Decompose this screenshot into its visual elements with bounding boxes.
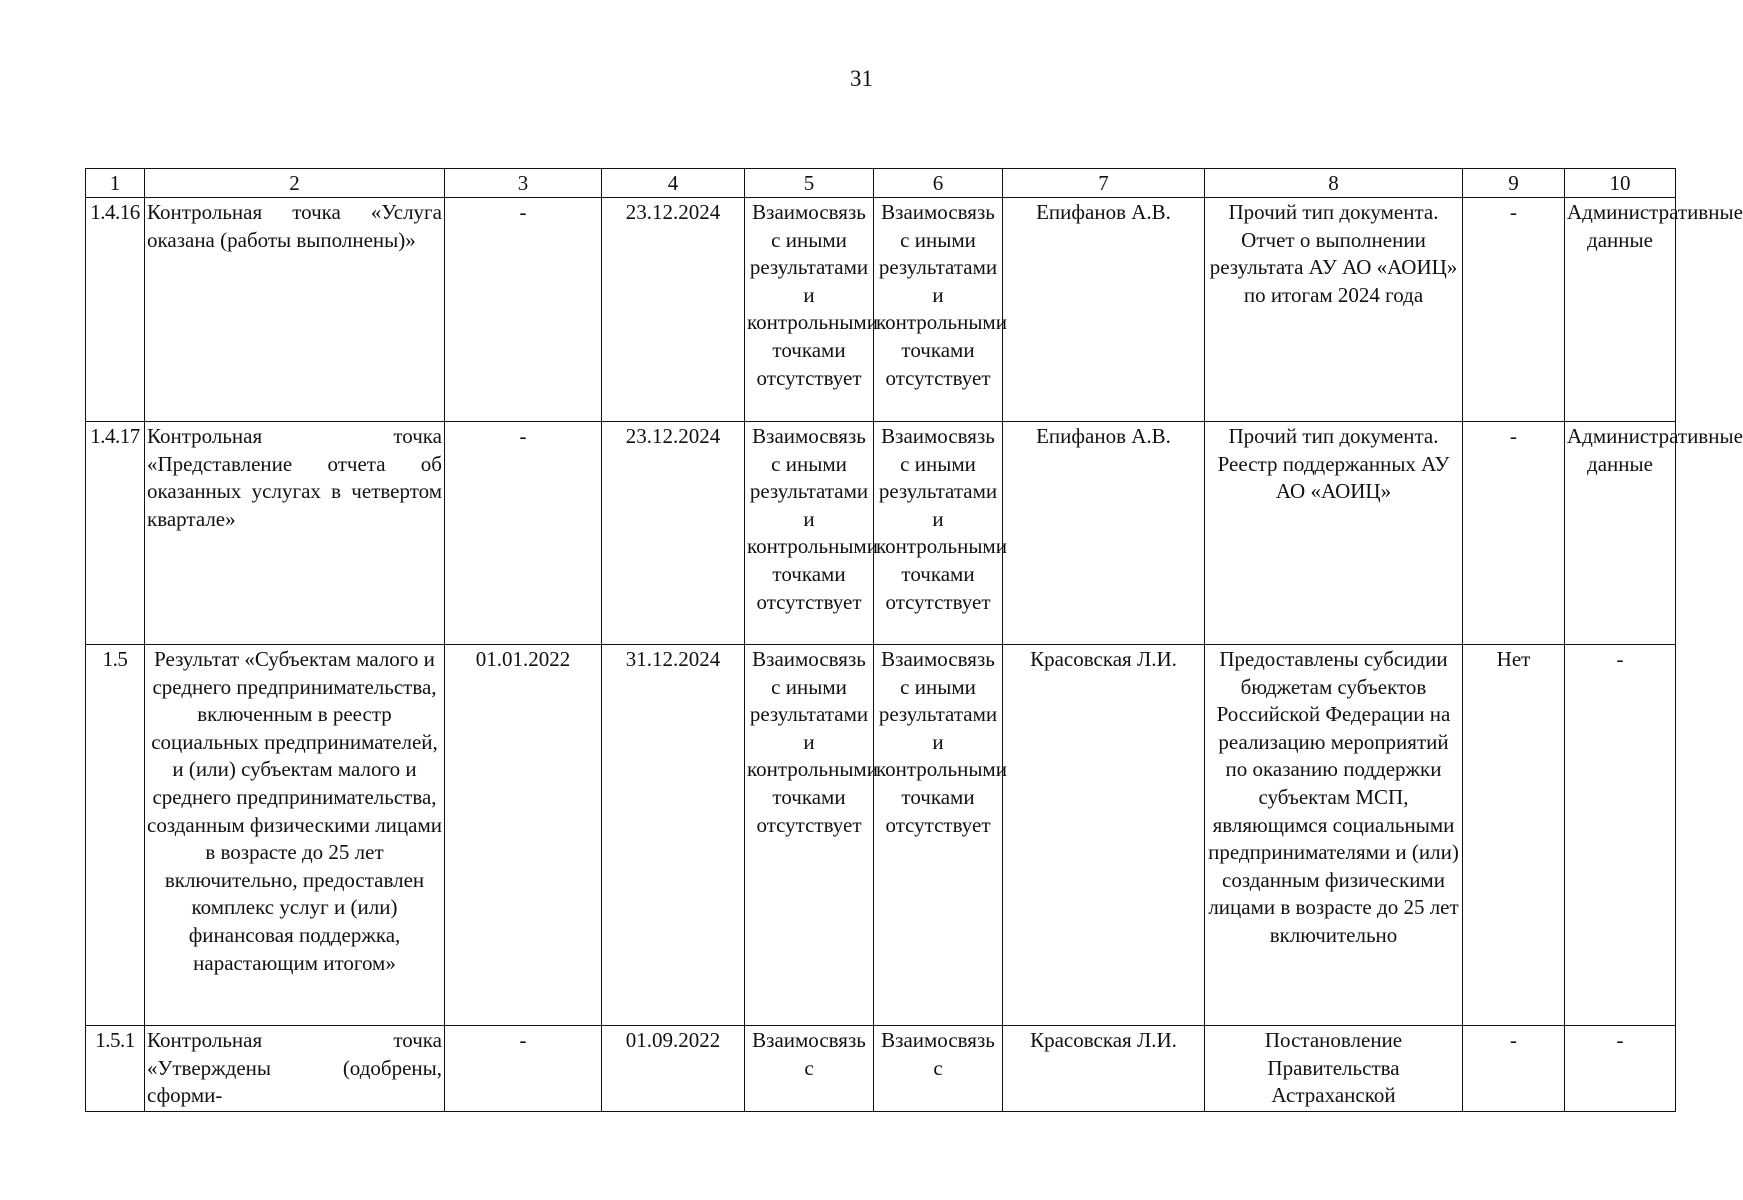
column-9-value: -: [1463, 422, 1565, 645]
document-type: Предоставлены субсидии бюджетам субъектов Российской Федерации на реализацию мероприятий по оказанию поддержки субъектам МСП, являющимся социальными предпринимателями и (или) созданным физическими лицами в возрасте до 25 лет включительно: [1205, 645, 1463, 1026]
data-source: -: [1565, 645, 1676, 1026]
end-date: 31.12.2024: [602, 645, 745, 1026]
column-header: 10: [1565, 169, 1676, 198]
relation-cell: Взаимосвязь с иными результатами и контрольными точками отсутствует: [874, 645, 1003, 1026]
table-header-row: [86, 169, 1676, 198]
column-header: 6: [874, 169, 1003, 198]
row-number: 1.4.16: [86, 198, 145, 422]
end-date: 01.09.2022: [602, 1026, 745, 1112]
column-header: 3: [445, 169, 602, 198]
relation-cell: Взаимосвязь с: [745, 1026, 874, 1112]
document-type: Постановление Правительства Астраханской: [1205, 1026, 1463, 1112]
row-number: 1.5: [86, 645, 145, 1026]
table-row: [86, 198, 1676, 422]
end-date: 23.12.2024: [602, 198, 745, 422]
relation-cell: Взаимосвязь с иными результатами и контрольными точками отсутствует: [745, 645, 874, 1026]
relation-cell: Взаимосвязь с иными результатами и контрольными точками отсутствует: [745, 198, 874, 422]
row-name: Контрольная точка «Представление отчета об оказанных услугах в четвертом квартале»: [145, 422, 445, 645]
end-date: 23.12.2024: [602, 422, 745, 645]
row-number: 1.4.17: [86, 422, 145, 645]
responsible-person: Красовская Л.И.: [1003, 645, 1205, 1026]
relation-cell: Взаимосвязь с иными результатами и контрольными точками отсутствует: [745, 422, 874, 645]
column-9-value: Нет: [1463, 645, 1565, 1026]
row-name: Результат «Субъектам малого и среднего предпринимательства, включенным в реестр социальных предпринимателей, и (или) субъектам малого и среднего предпринимательства, созданным физическими лицами в возрасте до 25 лет включительно, предоставлен комплекс услуг и (или) финансовая поддержка, нарастающим итогом»: [145, 645, 445, 1026]
row-number: 1.5.1: [86, 1026, 145, 1112]
responsible-person: Епифанов А.В.: [1003, 198, 1205, 422]
column-header: 4: [602, 169, 745, 198]
document-type: Прочий тип документа. Реестр поддержанных АУ АО «АОИЦ»: [1205, 422, 1463, 645]
column-9-value: -: [1463, 1026, 1565, 1112]
column-9-value: -: [1463, 198, 1565, 422]
responsible-person: Красовская Л.И.: [1003, 1026, 1205, 1112]
row-name: Контрольная точка «Услуга оказана (работы выполнены)»: [145, 198, 445, 422]
column-header: 8: [1205, 169, 1463, 198]
column-header: 5: [745, 169, 874, 198]
table-row: [86, 1026, 1676, 1112]
results-table: [85, 168, 1743, 1112]
document-type: Прочий тип документа. Отчет о выполнении результата АУ АО «АОИЦ» по итогам 2024 года: [1205, 198, 1463, 422]
start-date: -: [445, 198, 602, 422]
relation-cell: Взаимосвязь с: [874, 1026, 1003, 1112]
start-date: 01.01.2022: [445, 645, 602, 1026]
table-row: [86, 645, 1676, 1026]
row-name: Контрольная точка «Утверждены (одобрены, сформи-: [145, 1026, 445, 1112]
start-date: -: [445, 1026, 602, 1112]
responsible-person: Епифанов А.В.: [1003, 422, 1205, 645]
table-row: [86, 422, 1676, 645]
data-source: Административные данные: [1565, 422, 1676, 645]
column-header: 9: [1463, 169, 1565, 198]
column-header: 7: [1003, 169, 1205, 198]
column-header: 2: [145, 169, 445, 198]
page-number: 31: [850, 66, 873, 91]
data-source: -: [1565, 1026, 1676, 1112]
relation-cell: Взаимосвязь с иными результатами и контрольными точками отсутствует: [874, 422, 1003, 645]
start-date: -: [445, 422, 602, 645]
relation-cell: Взаимосвязь с иными результатами и контрольными точками отсутствует: [874, 198, 1003, 422]
data-source: Административные данные: [1565, 198, 1676, 422]
column-header: 1: [86, 169, 145, 198]
